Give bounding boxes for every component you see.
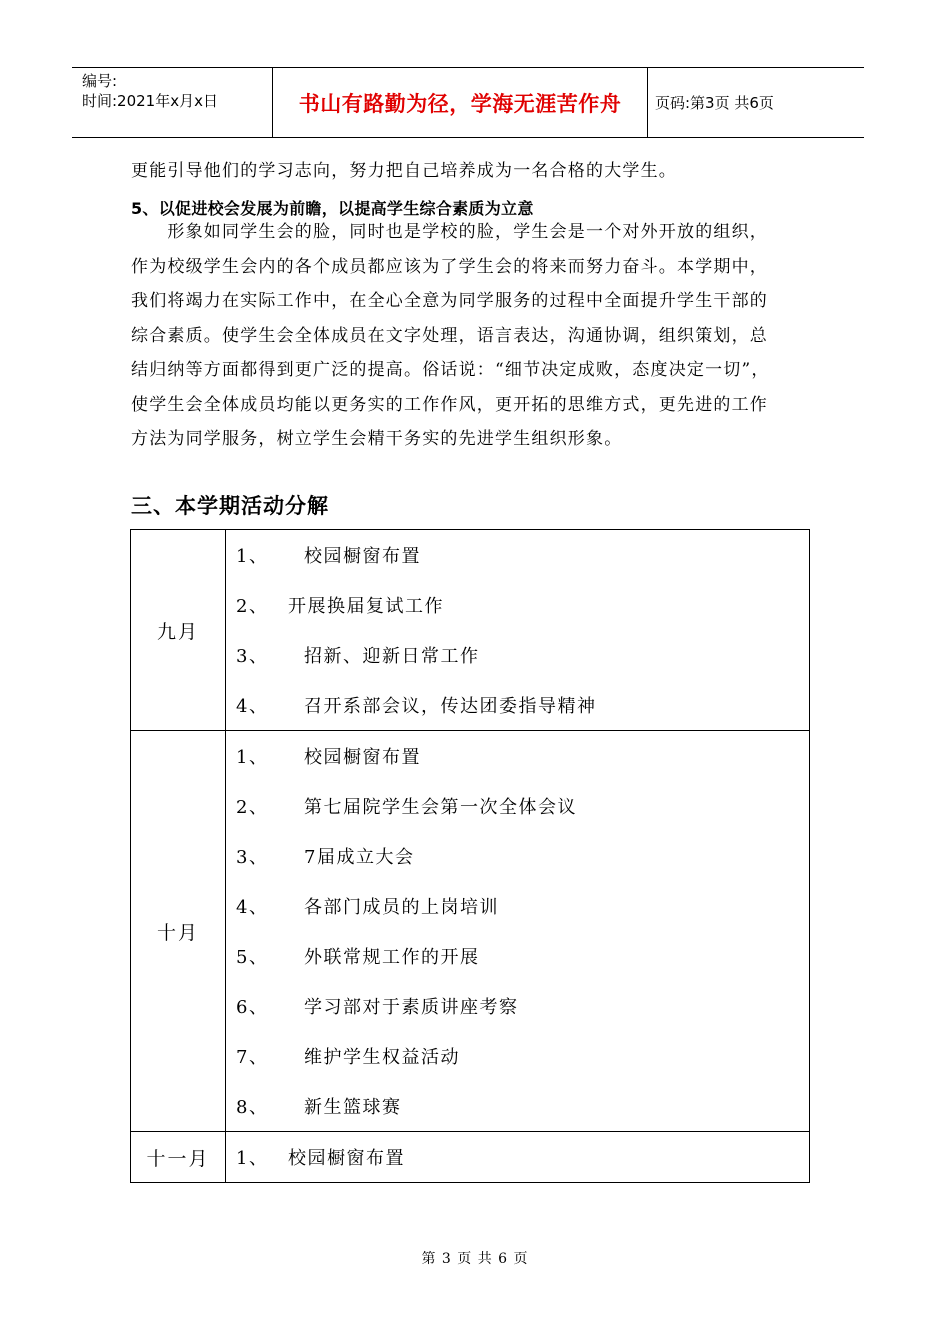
activity-number: 4、 bbox=[236, 897, 269, 918]
activity-schedule-table bbox=[130, 529, 810, 1183]
header-motto: 书山有路勤为径，学海无涯苦作舟 bbox=[298, 91, 622, 116]
activity-number: 4、 bbox=[236, 696, 269, 717]
activity-item bbox=[236, 781, 809, 831]
table-row bbox=[131, 731, 810, 1132]
header-meta bbox=[72, 68, 272, 137]
activity-number: 1、 bbox=[236, 546, 269, 567]
activity-number: 1、 bbox=[236, 747, 269, 768]
activity-text: 7届成立大会 bbox=[304, 847, 415, 868]
activity-item bbox=[236, 680, 809, 730]
header-motto-cell bbox=[272, 68, 648, 137]
paragraph-line: 方法为同学服务，树立学生会精干务实的先进学生组织形象。 bbox=[131, 429, 623, 449]
activity-number: 5、 bbox=[236, 947, 269, 968]
activity-number: 2、 bbox=[236, 797, 269, 818]
activity-number: 7、 bbox=[236, 1047, 269, 1068]
activity-text: 校园橱窗布置 bbox=[304, 747, 421, 768]
activity-number: 1、 bbox=[236, 1148, 269, 1169]
table-row bbox=[131, 530, 810, 731]
page-header bbox=[72, 67, 864, 138]
document-time-label: 时间:2021年x月x日 bbox=[82, 92, 218, 110]
activity-number: 6、 bbox=[236, 997, 269, 1018]
activity-item bbox=[236, 530, 809, 580]
header-page-cell bbox=[647, 68, 864, 137]
paragraph-line: 结归纳等方面都得到更广泛的提高。俗话说：“细节决定成败，态度决定一切”， bbox=[131, 360, 770, 380]
activity-item bbox=[236, 831, 809, 881]
header-page-info: 页码:第3页 共6页 bbox=[655, 94, 774, 112]
paragraph-line: 综合素质。使学生会全体成员在文字处理，语言表达，沟通协调，组织策划，总 bbox=[131, 325, 768, 346]
activity-number: 3、 bbox=[236, 847, 269, 868]
paragraph-line: 作为校级学生会内的各个成员都应该为了学生会的将来而努力奋斗。本学期中， bbox=[131, 256, 768, 277]
activity-text: 召开系部会议，传达团委指导精神 bbox=[304, 696, 597, 717]
activities-cell bbox=[226, 731, 810, 1132]
activity-number: 3、 bbox=[236, 646, 269, 667]
month-cell: 九月 bbox=[131, 530, 226, 731]
activity-item bbox=[236, 1081, 809, 1131]
activity-text: 校园橱窗布置 bbox=[304, 546, 421, 567]
activity-text: 维护学生权益活动 bbox=[304, 1047, 460, 1068]
paragraph-line: 使学生会全体成员均能以更务实的工作作风，更开拓的思维方式，更先进的工作 bbox=[131, 394, 768, 415]
activities-cell bbox=[226, 530, 810, 731]
subheading: 5、以促进校会发展为前瞻，以提高学生综合素质为立意 bbox=[131, 199, 534, 218]
activity-item bbox=[236, 580, 809, 630]
month-cell: 十月 bbox=[131, 731, 226, 1132]
activity-text: 校园橱窗布置 bbox=[288, 1148, 405, 1169]
activity-text: 外联常规工作的开展 bbox=[304, 947, 480, 968]
activity-text: 第七届院学生会第一次全体会议 bbox=[304, 797, 577, 818]
activity-number: 2、 bbox=[236, 596, 269, 617]
activity-text: 开展换届复试工作 bbox=[288, 596, 444, 617]
activity-item bbox=[236, 731, 809, 781]
activity-item bbox=[236, 1132, 809, 1182]
activity-text: 新生篮球赛 bbox=[304, 1097, 402, 1118]
body-paragraph bbox=[131, 215, 811, 457]
table-row bbox=[131, 1132, 810, 1183]
activity-item bbox=[236, 630, 809, 680]
activity-number: 8、 bbox=[236, 1097, 269, 1118]
activity-text: 各部门成员的上岗培训 bbox=[304, 897, 499, 918]
section-title: 三、本学期活动分解 bbox=[131, 494, 329, 518]
continuation-text: 更能引导他们的学习志向，努力把自己培养成为一名合格的大学生。 bbox=[131, 161, 677, 181]
document-number-label: 编号: bbox=[82, 72, 118, 90]
activity-text: 学习部对于素质讲座考察 bbox=[304, 997, 519, 1018]
month-cell: 十一月 bbox=[131, 1132, 226, 1183]
paragraph-line: 形象如同学生会的脸，同时也是学校的脸，学生会是一个对外开放的组织， bbox=[131, 222, 768, 242]
activity-item bbox=[236, 931, 809, 981]
activity-item bbox=[236, 1031, 809, 1081]
page-footer: 第 3 页 共 6 页 bbox=[421, 1251, 529, 1267]
activity-item bbox=[236, 981, 809, 1031]
activity-item bbox=[236, 881, 809, 931]
activity-text: 招新、迎新日常工作 bbox=[304, 646, 480, 667]
activities-cell bbox=[226, 1132, 810, 1183]
paragraph-line: 我们将竭力在实际工作中，在全心全意为同学服务的过程中全面提升学生干部的 bbox=[131, 291, 768, 311]
